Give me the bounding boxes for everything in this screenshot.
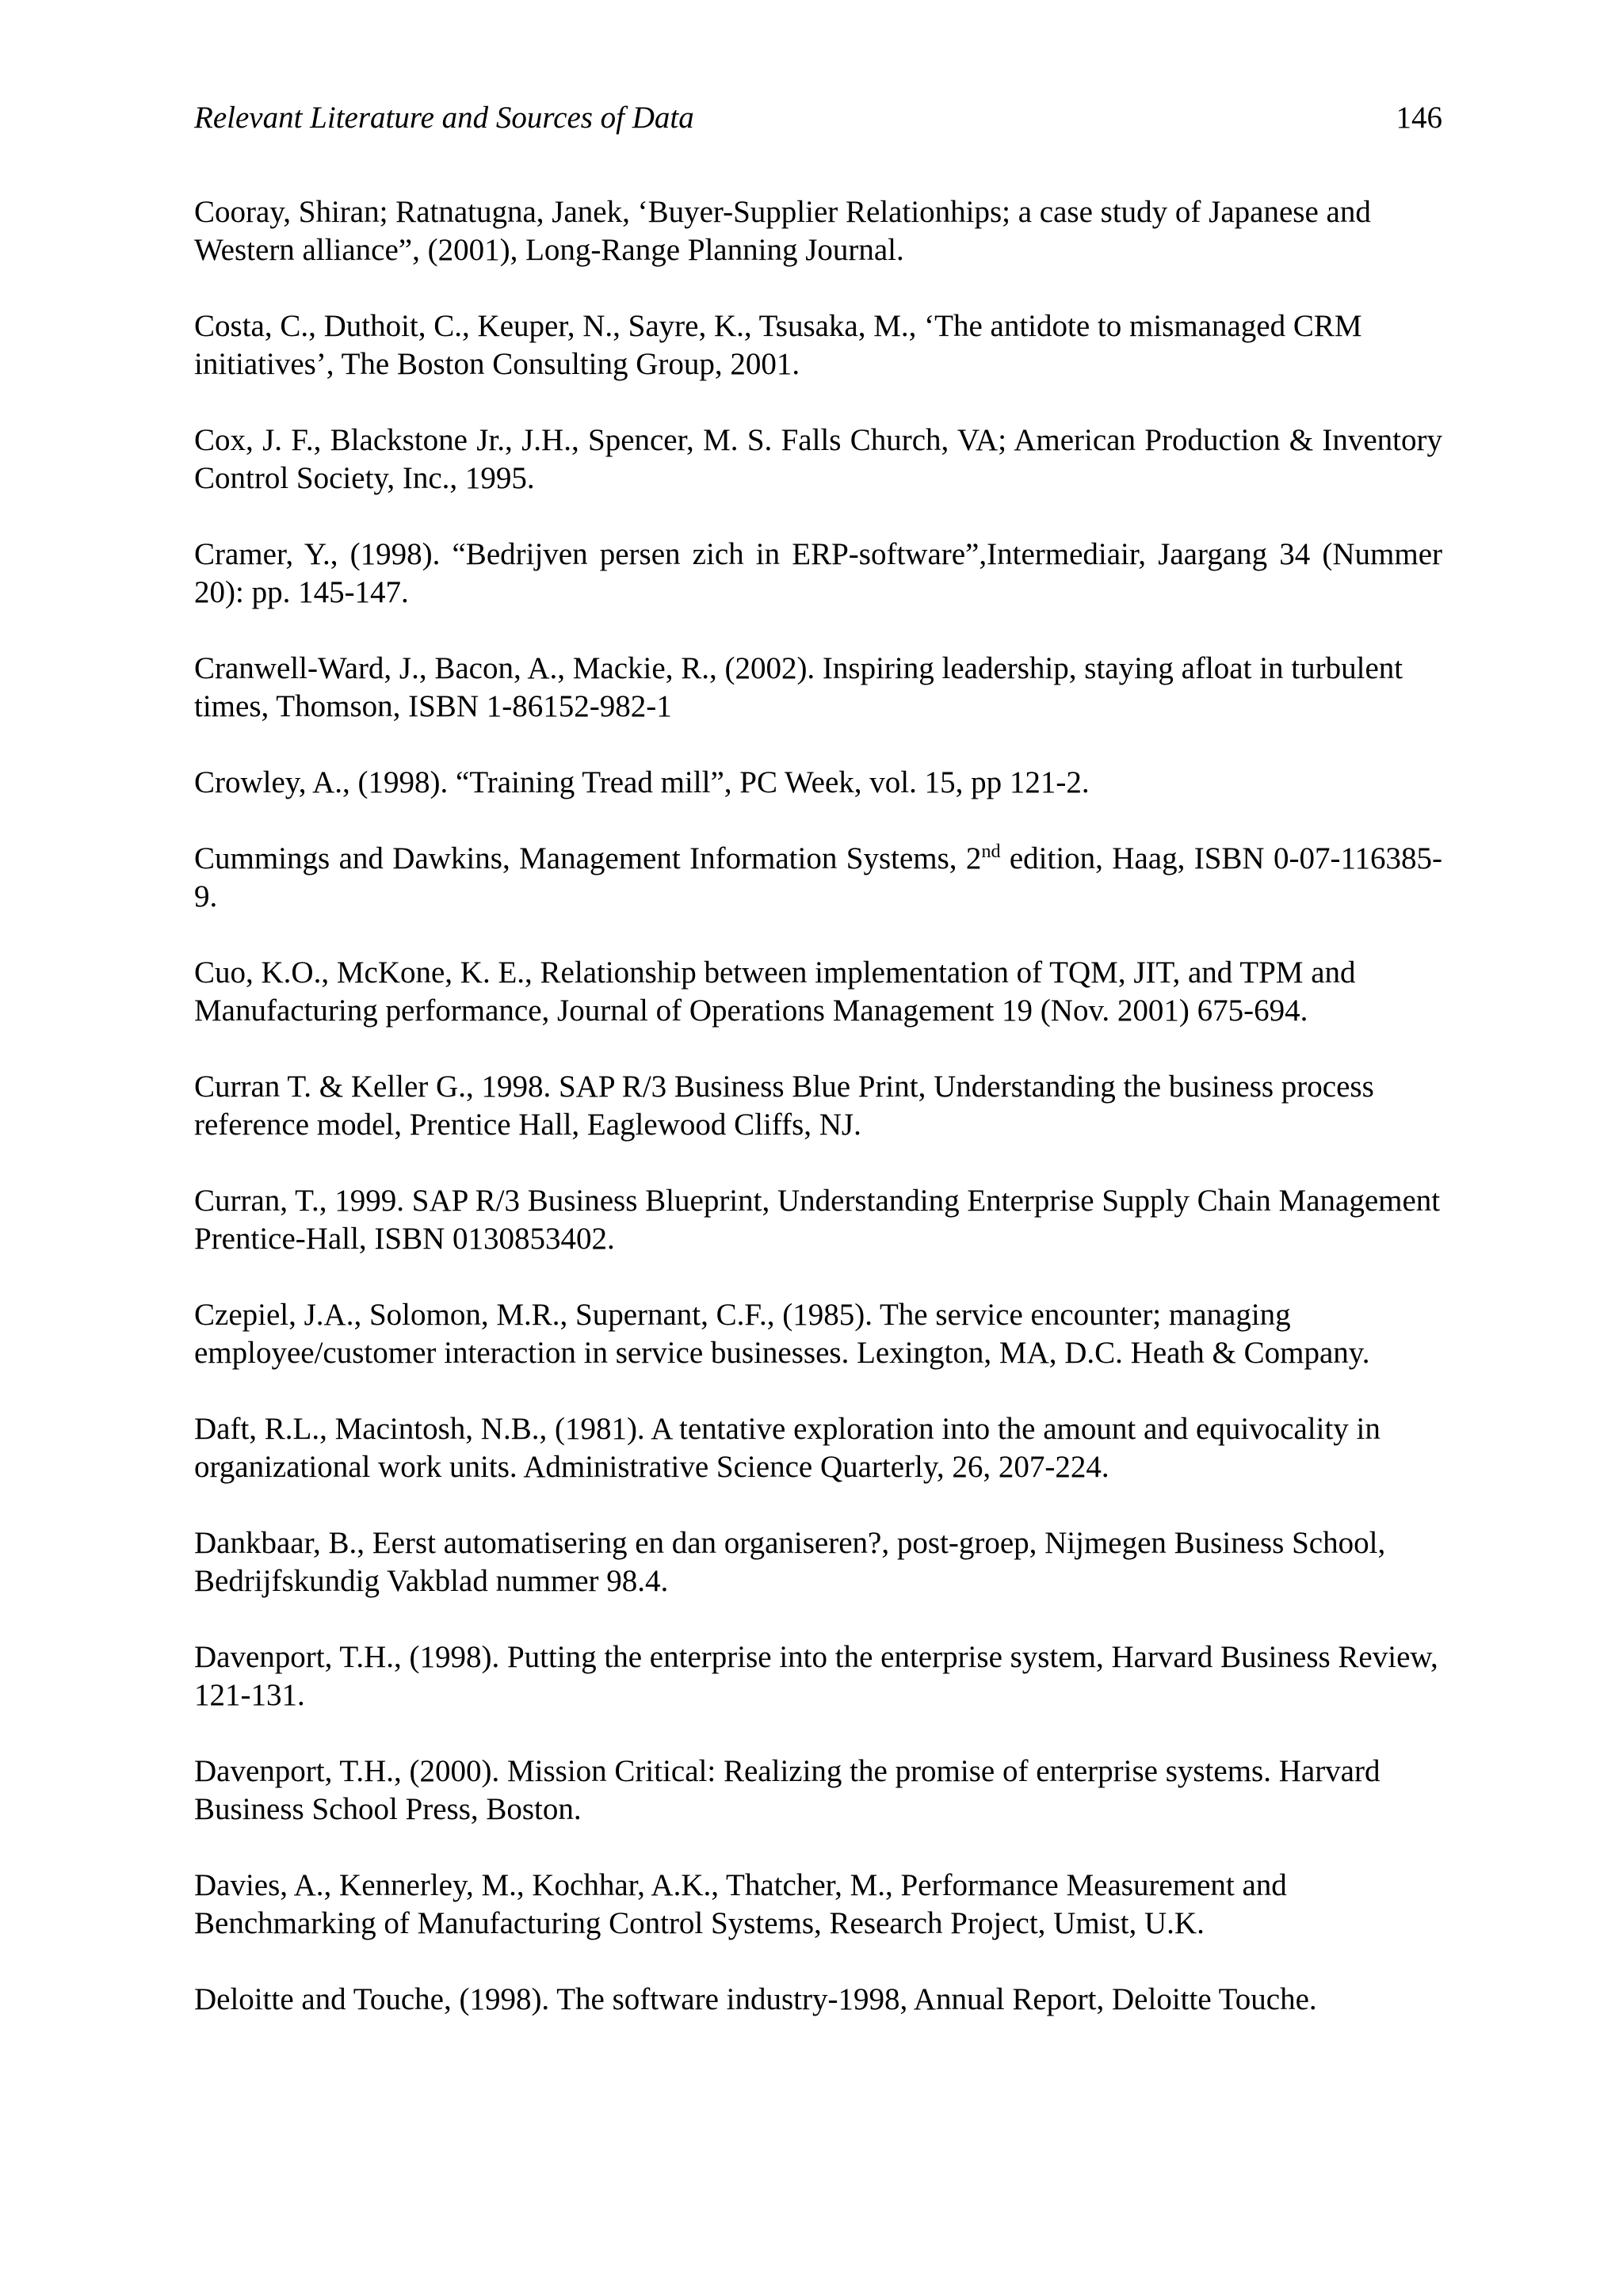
reference-entry: Cooray, Shiran; Ratnatugna, Janek, ‘Buyer-Supplier Relationhips; a case study of Japanese and Western alliance”, (2001), Long-Range Planning Journal. (194, 195, 1371, 267)
reference-entry: Deloitte and Touche, (1998). The software industry-1998, Annual Report, Deloitte Touche. (194, 1982, 1317, 2016)
reference-entry: Curran, T., 1999. SAP R/3 Business Blueprint, Understanding Enterprise Supply Chain Management Prentice-Hall, ISBN 0130853402. (194, 1184, 1441, 1256)
reference-entry: Crowley, A., (1998). “Training Tread mill”, PC Week, vol. 15, pp 121-2. (194, 765, 1090, 799)
reference-entry: Davenport, T.H., (2000). Mission Critical: Realizing the promise of enterprise systems. Harvard Business School Press, Boston. (194, 1754, 1381, 1826)
reference-text-after: edition, Haag, ISBN 0-07-116385-9. (194, 841, 1442, 913)
reference-entry: Cranwell-Ward, J., Bacon, A., Mackie, R., (2002). Inspiring leadership, staying afloat in turbulent times, Thomson, ISBN 1-86152-982-1 (194, 651, 1403, 723)
ordinal-superscript: nd (981, 841, 1001, 862)
reference-entry: Cox, J. F., Blackstone Jr., J.H., Spencer, M. S. Falls Church, VA; American Production & Inventory Control Society, Inc., 1995. (194, 423, 1442, 495)
reference-entry: Daft, R.L., Macintosh, N.B., (1981). A tentative exploration into the amount and equivocality in organizational work units. Administrative Science Quarterly, 26, 207-224. (194, 1412, 1381, 1484)
reference-entry: Czepiel, J.A., Solomon, M.R., Supernant, C.F., (1985). The service encounter; managing employee/customer interaction in service businesses. Lexington, MA, D.C. Heath & Company. (194, 1298, 1370, 1370)
reference-entry: Davies, A., Kennerley, M., Kochhar, A.K., Thatcher, M., Performance Measurement and Benchmarking of Manufacturing Control Systems, Research Project, Umist, U.K. (194, 1868, 1287, 1940)
reference-entry (194, 840, 1442, 916)
reference-entry: Cuo, K.O., McKone, K. E., Relationship between implementation of TQM, JIT, and TPM and Manufacturing performance, Journal of Operations Management 19 (Nov. 2001) 675-694. (194, 955, 1356, 1028)
reference-text-before: Cummings and Dawkins, Management Information Systems, 2 (194, 841, 982, 875)
page-header (194, 97, 1442, 139)
reference-entry: Cramer, Y., (1998). “Bedrijven persen zich in ERP-software”,Intermediair, Jaargang 34 (Nummer 20): pp. 145-147. (194, 537, 1442, 609)
reference-list (194, 193, 1442, 2057)
running-header-title: Relevant Literature and Sources of Data (194, 101, 694, 135)
reference-entry: Curran T. & Keller G., 1998. SAP R/3 Business Blue Print, Understanding the business process reference model, Prentice Hall, Eaglewood Cliffs, NJ. (194, 1070, 1374, 1142)
reference-entry: Dankbaar, B., Eerst automatisering en dan organiseren?, post-groep, Nijmegen Business School, Bedrijfskundig Vakblad nummer 98.4. (194, 1526, 1386, 1598)
page-number: 146 (1396, 101, 1442, 135)
reference-entry: Davenport, T.H., (1998). Putting the enterprise into the enterprise system, Harvard Business Review, 121-131. (194, 1640, 1438, 1712)
reference-entry: Costa, C., Duthoit, C., Keuper, N., Sayre, K., Tsusaka, M., ‘The antidote to mismanaged CRM initiatives’, The Boston Consulting Group, 2001. (194, 309, 1362, 381)
